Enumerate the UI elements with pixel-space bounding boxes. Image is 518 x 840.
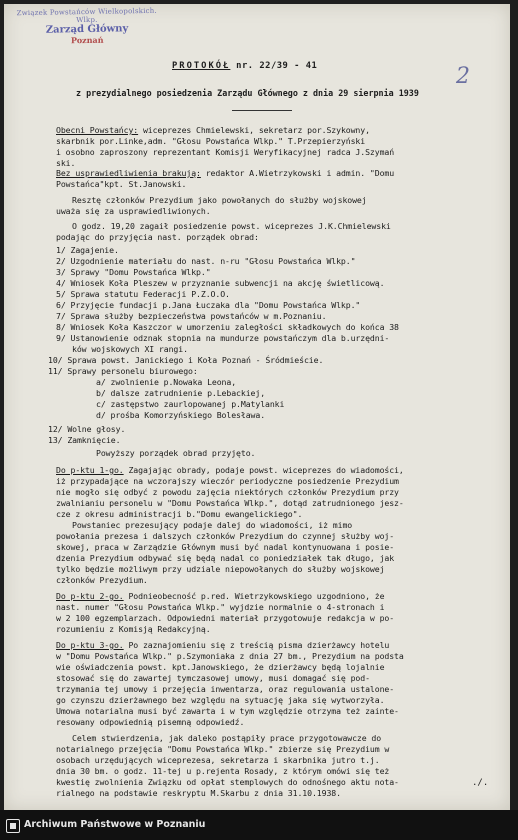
document-page	[4, 4, 510, 810]
text-line: osobach urzędujących wiceprezesa, sekretarza i skarbnika jutro t.j.	[56, 755, 380, 765]
text-line: 12/ Wolne głosy.	[48, 424, 126, 434]
text-line: Powyższy porządek obrad przyjęto.	[96, 448, 256, 458]
underlined-heading: Do p-ktu 1-go.	[56, 465, 124, 475]
text-line: w "Domu Powstańca Wlkp." p.Szymoniaka z dnia 27 bm., Prezydium na podsta	[56, 651, 404, 661]
archive-name: Archiwum Państwowe w Poznaniu	[24, 819, 206, 830]
title-divider	[232, 110, 292, 111]
text-line: rialnego na podstawie reskryptu M.Skarbu z dnia 31.10.1938.	[56, 788, 341, 798]
text-line: dzenia Prezydium odbywać się będą nadal co poniedziałek tak długo, jak	[56, 553, 395, 563]
text-line: nie mogło się odbyć z powodu zajęcia niektórych członków Prezydium przy	[56, 487, 399, 497]
text-line	[56, 465, 404, 476]
text-line: 9/ Ustanowienie odznak stopnia na mundurze powstańczym dla b.urzędni-	[56, 333, 390, 343]
text-line: podając do przyjęcia nast. porządek obrad:	[56, 232, 259, 242]
text-line: Powstaniec prezesujący podaje dalej do wiadomości, iż mimo	[72, 520, 353, 530]
document-title	[172, 61, 317, 71]
text-line: 8/ Wniosek Koła Kaszczor w umorzeniu zaległości składkowych do końca 38	[56, 322, 399, 332]
text-line: Resztę członków Prezydium jako powołanych do służby wojskowej	[72, 195, 367, 205]
text-line: go czynszu dzierżawnego bez względu na sytuację jaka się wytworzyła.	[56, 695, 385, 705]
title-heading: PROTOKÓŁ	[172, 61, 231, 71]
text-line: skarbnik por.Linke,adm. "Głosu Powstańca Wlkp." T.Przepierzyński	[56, 136, 366, 146]
line-text: Zagajając obrady, podaje powst. wiceprezes do wiadomości,	[123, 465, 404, 475]
text-line: i osobno zaproszony reprezentant Komisji Weryfikacyjnej radca J.Szymań	[56, 147, 395, 157]
text-line: a/ zwolnienie p.Nowaka Leona,	[96, 377, 237, 387]
end-mark: ./.	[472, 778, 489, 788]
archive-logo-icon	[6, 819, 20, 833]
organization-stamp	[12, 7, 163, 47]
stamp-line-2: Zarząd Główny	[45, 23, 129, 36]
text-line: zwalnianiu personelu w "Domu Powstańca Wlkp.", dotąd zatrudnionego jesz-	[56, 498, 404, 508]
document-subtitle: z prezydialnego posiedzenia Zarządu Głównego z dnia 29 sierpnia 1939	[76, 88, 419, 98]
text-line: kwestię zwolnienia Związku od opłat stemplowych do odnośnego aktu nota-	[56, 777, 399, 787]
underlined-heading: Do p-ktu 3-go.	[56, 640, 124, 650]
text-line: 6/ Przyjęcie fundacji p.Jana Łuczaka dla "Domu Powstańca Wlkp."	[56, 300, 361, 310]
text-line: w 2 100 egzemplarzach. Odpowiedni materiał przygotowuje redakcja w po-	[56, 613, 395, 623]
text-line: cze z okresu administracji b."Domu ewangelickiego".	[56, 509, 303, 519]
text-line: rozumieniu z Komisją Redakcyjną.	[56, 624, 211, 634]
text-line: 3/ Sprawy "Domu Powstańca Wlkp."	[56, 267, 211, 277]
text-line: 10/ Sprawa powst. Janickiego i Koła Poznań - Śródmieście.	[48, 355, 324, 365]
text-line: stosować się do zawartej tymczasowej umowy, musi domagać się pod-	[56, 673, 370, 683]
text-line: O godz. 19,20 zagaił posiedzenie powst. wiceprezes J.K.Chmielewski	[72, 221, 391, 231]
text-line	[56, 591, 384, 602]
text-line: 5/ Sprawa statutu Federacji P.Z.O.O.	[56, 289, 230, 299]
underlined-heading: Do p-ktu 2-go.	[56, 591, 124, 601]
text-line: członków Prezydium.	[56, 575, 148, 585]
text-line: dnia 30 bm. o godz. 11-tej u p.rejenta Rosady, z którym omówi się też	[56, 766, 390, 776]
text-line: 4/ Wniosek Koła Pleszew w przyznanie subwencji na akcję świetlicową.	[56, 278, 385, 288]
text-line: wie oświadczenia powst. kpt.Janowskiego, że dzierżawcy będą lojalnie	[56, 662, 385, 672]
underlined-heading: Bez usprawiedliwienia brakują:	[56, 168, 201, 178]
line-text: redaktor A.Wietrzykowski i admin. "Domu	[200, 168, 395, 178]
text-line: trzymania tej umowy i przejęcia inwentarza, oraz regulowania ustalone-	[56, 684, 395, 694]
line-text: Po zaznajomieniu się z treścią pisma dzierżawcy hotelu	[123, 640, 390, 650]
title-number: nr. 22/39 - 41	[236, 61, 318, 71]
text-line: 11/ Sprawy personelu biurowego:	[48, 366, 198, 376]
archive-footer	[0, 810, 518, 840]
handwritten-page-number: 2	[456, 64, 470, 89]
text-line: Celem stwierdzenia, jak daleko postąpiły prace przygotowawcze do	[72, 733, 382, 743]
text-line: resowany odpowiednią pisemną odpowiedź.	[56, 717, 245, 727]
text-line: d/ prośba Komorzyńskiego Bolesława.	[96, 410, 266, 420]
text-line	[56, 640, 389, 651]
text-line: tylko będzie możliwym przy udziale niepowołanych do służby wojskowej	[56, 564, 385, 574]
text-line: 1/ Zagajenie.	[56, 245, 119, 255]
text-line: ski.	[56, 158, 76, 168]
text-line: ków wojskowych XI rangi.	[72, 344, 188, 354]
text-line: powołania prezesa i dalszych członków Prezydium do czynnej służby woj-	[56, 531, 395, 541]
text-line: Umowa notarialna musi być zawarta i w tym względzie otrzyma też zainte-	[56, 706, 399, 716]
stamp-line-1: Związek Powstańców Wielkopolskich. Wlkp.	[16, 6, 157, 25]
line-text: Podnieobecność p.red. Wietrzykowskiego uzgodniono, że	[123, 591, 385, 601]
text-line: iż przypadające na wczorajszy wieczór periodyczne posiedzenie Prezydium	[56, 476, 399, 486]
underlined-heading: Obecni Powstańcy:	[56, 125, 139, 135]
text-line: 7/ Sprawa służby bezpieczeństwa powstańców w m.Poznaniu.	[56, 311, 327, 321]
text-line	[56, 168, 394, 179]
text-line: 13/ Zamknięcie.	[48, 435, 121, 445]
text-line: c/ zastępstwo zaurlopowanej p.Matylanki	[96, 399, 285, 409]
text-line: Powstańca"kpt. St.Janowski.	[56, 179, 187, 189]
text-line: nast. numer "Głosu Powstańca Wlkp." wyjdzie normalnie o 4-stronach i	[56, 602, 385, 612]
line-text: wiceprezes Chmielewski, sekretarz por.Szykowny,	[138, 125, 370, 135]
text-line: skowej, praca w Zarządzie Głównym musi być nadal kontynuowana i posie-	[56, 542, 395, 552]
text-line: b/ dalsze zatrudnienie p.Lebackiej,	[96, 388, 266, 398]
text-line: uważa się za usprawiedliwionych.	[56, 206, 211, 216]
stamp-line-3: Poznań	[70, 34, 104, 46]
text-line	[56, 125, 370, 136]
text-line: 2/ Uzgodnienie materiału do nast. n-ru "Głosu Powstańca Wlkp."	[56, 256, 356, 266]
text-line: notarialnego przejęcia "Domu Powstańca Wlkp." zbierze się Prezydium w	[56, 744, 390, 754]
